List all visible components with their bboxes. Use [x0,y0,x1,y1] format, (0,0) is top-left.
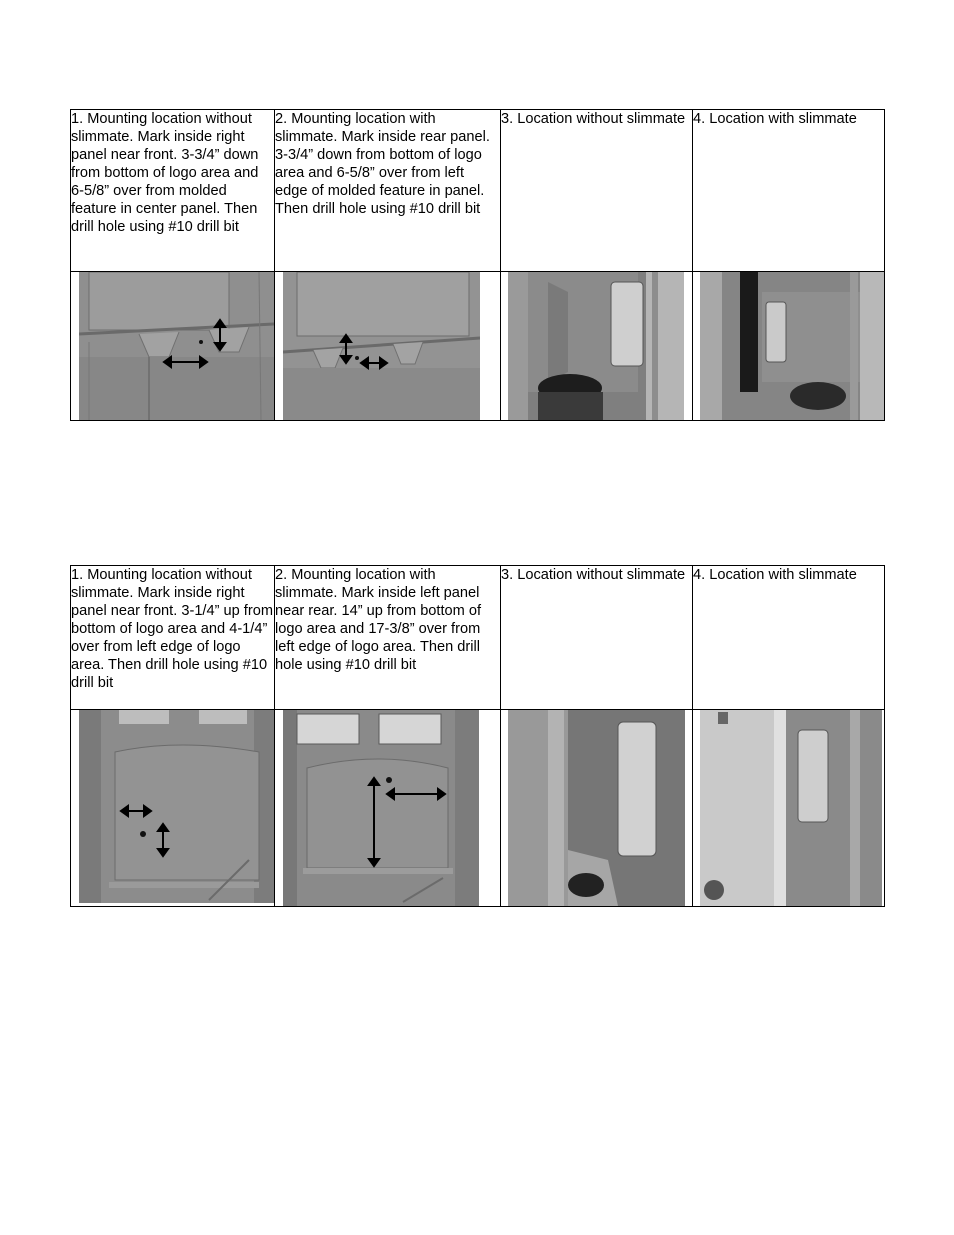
photo-cell [275,272,501,421]
instruction-table-1 [70,109,885,421]
caption-cell: 2. Mounting location with slimmate. Mark inside rear panel. 3-3/4” down from bottom of logo area and 6-5/8” over from left edge of molded feature in panel. Then drill hole using #10 drill bit [275,110,501,272]
caption-cell: 4. Location with slimmate [693,566,885,710]
caption-cell: 1. Mounting location without slimmate. Mark inside right panel near front. 3-1/4” up from bottom of logo area and 4-1/4” over from left edge of logo area. Then drill hole using #10 drill bit [71,566,275,710]
panel-photo [283,710,479,906]
panel-photo [79,710,274,903]
photo-cell [693,710,885,907]
instruction-table-2 [70,565,885,907]
photo-cell [71,272,275,421]
caption-cell: 3. Location without slimmate [501,566,693,710]
interior-photo [700,272,884,420]
photo-cell [501,272,693,421]
caption-cell: 1. Mounting location without slimmate. Mark inside right panel near front. 3-3/4” down from bottom of logo area and 6-5/8” over from molded feature in center panel. Then drill hole using #10 drill bit [71,110,275,272]
panel-photo [79,272,274,420]
interior-photo [508,710,685,906]
photo-cell [71,710,275,907]
photo-cell [501,710,693,907]
photo-cell [693,272,885,421]
caption-cell: 4. Location with slimmate [693,110,885,272]
interior-photo [700,710,882,906]
panel-photo [283,272,480,420]
photo-cell [275,710,501,907]
caption-cell: 3. Location without slimmate [501,110,693,272]
interior-photo [508,272,684,420]
caption-cell: 2. Mounting location with slimmate. Mark inside left panel near rear. 14” up from bottom of logo area and 17-3/8” over from left edge of logo area. Then drill hole using #10 drill bit [275,566,501,710]
